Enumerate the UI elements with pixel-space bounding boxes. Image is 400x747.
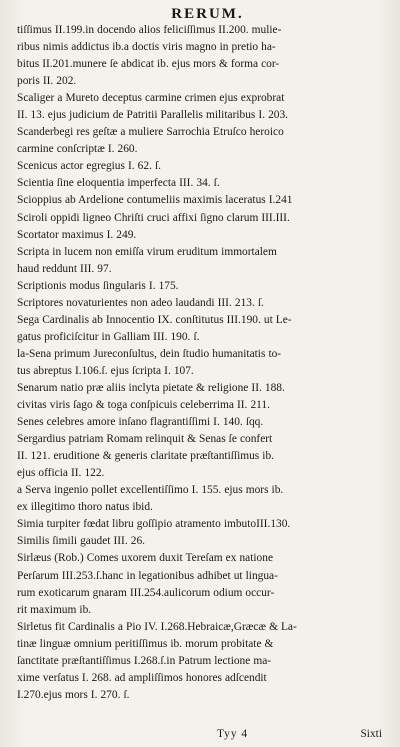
index-list: [17, 22, 388, 704]
entry-line: ex illegitimo thoro natus ibid.: [17, 501, 153, 514]
index-entry: [17, 175, 388, 192]
entry-line: xime verſatus I. 268. ad ampliſſimos honores adſcendit: [17, 671, 267, 684]
catchword: Sixti: [360, 728, 382, 740]
entry-line: ejus officia II. 122.: [17, 467, 105, 480]
entry-line: Scanderbegi res geſtæ a muliere Sarrochia Etruſco heroico: [17, 126, 284, 139]
index-entry: [17, 482, 388, 516]
signature-mark: Tyy 4: [217, 728, 249, 740]
index-entry: [17, 158, 388, 175]
entry-line: Scenicus actor egregius I. 62. ſ.: [17, 160, 161, 173]
entry-line: I.270.ejus mors I. 270. ſ.: [17, 688, 130, 701]
page-footer: [17, 727, 388, 741]
index-entry: [17, 210, 388, 227]
entry-line: Senarum natio præ aliis inclyta pietate & religione II. 188.: [17, 381, 285, 394]
entry-line: Scaliger a Mureto deceptus carmine crimen ejus exprobrat: [17, 92, 285, 105]
entry-line: Scriptionis modus ſingularis I. 175.: [17, 279, 179, 292]
index-entry: [17, 295, 388, 312]
entry-line: Perſarum III.253.ſ.hanc in legationibus adhibet ut lingua-: [17, 569, 278, 582]
entry-line: rit maximum ib.: [17, 603, 92, 616]
index-entry: [17, 124, 388, 158]
index-entry: [17, 414, 388, 431]
index-entry: [17, 550, 388, 618]
entry-line: ribus nimis addictus ib.a doctis viris magno in pretio ha-: [17, 41, 276, 54]
entry-line: Senes celebres amore inſano flagrantiſſimi I. 140. ſqq.: [17, 416, 264, 429]
entry-line: Scortator maximus I. 249.: [17, 228, 137, 241]
entry-line: Sirlæus (Rob.) Comes uxorem duxit Tereſam ex natione: [17, 552, 274, 565]
entry-line: II. 121. eruditione & generis claritate præſtantiſſimus ib.: [17, 450, 274, 463]
entry-line: gatus proficiſcitur in Galliam III. 190. ſ.: [17, 330, 200, 343]
entry-line: Scioppius ab Ardelione contumeliis maximis laceratus I.241: [17, 194, 293, 207]
running-head: RERUM.: [171, 6, 244, 22]
index-entry: [17, 312, 388, 346]
entry-line: haud reddunt III. 97.: [17, 262, 112, 275]
entry-line: II. 13. ejus judicium de Patritii Parallelis militaribus I. 203.: [17, 109, 289, 122]
entry-line: bitus II.201.munere ſe abdicat ib. ejus mors & forma cor-: [17, 58, 280, 71]
entry-line: poris II. 202.: [17, 75, 77, 88]
entry-line: rum exoticarum gnaram III.254.aulicorum odium occur-: [17, 586, 275, 599]
entry-line: la-Sena primum Jureconſultus, dein ſtudio humanitatis to-: [17, 347, 282, 360]
entry-line: Sega Cardinalis ab Innocentio IX. conſtitutus III.190. ut Le-: [17, 313, 292, 326]
index-entry: [17, 244, 388, 278]
index-entry: [17, 533, 388, 550]
entry-line: Scientia ſine eloquentia imperfecta III. 34. ſ.: [17, 177, 220, 190]
entry-line: tus abreptus I.106.ſ. ejus ſcripta I. 107.: [17, 364, 194, 377]
entry-line: civitas viris ſago & toga conſpicuis celeberrima II. 211.: [17, 399, 270, 412]
entry-line: Sergardius patriam Romam relinquit & Senas ſe confert: [17, 433, 273, 446]
entry-line: Simia turpiter fœdat libru goſſipio atramento imbutoIII.130.: [17, 518, 291, 531]
index-entry: [17, 619, 388, 704]
index-entry: [17, 278, 388, 295]
index-entry: [17, 346, 388, 380]
entry-line: Scripta in lucem non emiſſa virum eruditum immortalem: [17, 245, 277, 258]
entry-line: a Serva ingenio pollet excellentiſſimo I. 155. ejus mors ib.: [17, 484, 284, 497]
index-entry: [17, 227, 388, 244]
index-entry: [17, 90, 388, 124]
index-entry: [17, 380, 388, 414]
entry-line: carmine conſcriptæ I. 260.: [17, 143, 138, 156]
index-entry: [17, 516, 388, 533]
entry-line: Similis ſimili gaudet III. 26.: [17, 535, 145, 548]
entry-line: tiſſimus II.199.in docendo alios feliciſſimus II.200. mulie-: [17, 24, 282, 36]
entry-line: Scriptores novaturientes non adeo laudandi III. 213. ſ.: [17, 296, 264, 309]
index-entry: [17, 192, 388, 209]
index-entry: [17, 431, 388, 482]
entry-line: Sciroli oppidi ligneo Chriſti cruci affixi ſigno clarum III.III.: [17, 211, 290, 224]
entry-line: Sirletus fit Cardinalis a Pio IV. I.268.Hebraicæ,Græcæ & La-: [17, 620, 297, 633]
entry-line: tinæ linguæ omnium peritiſſimus ib. morum probitate &: [17, 637, 274, 650]
index-entry: [17, 22, 388, 90]
entry-line: ſanctitate præſtantiſſimus I.268.ſ.in Patrum lectione ma-: [17, 654, 272, 667]
